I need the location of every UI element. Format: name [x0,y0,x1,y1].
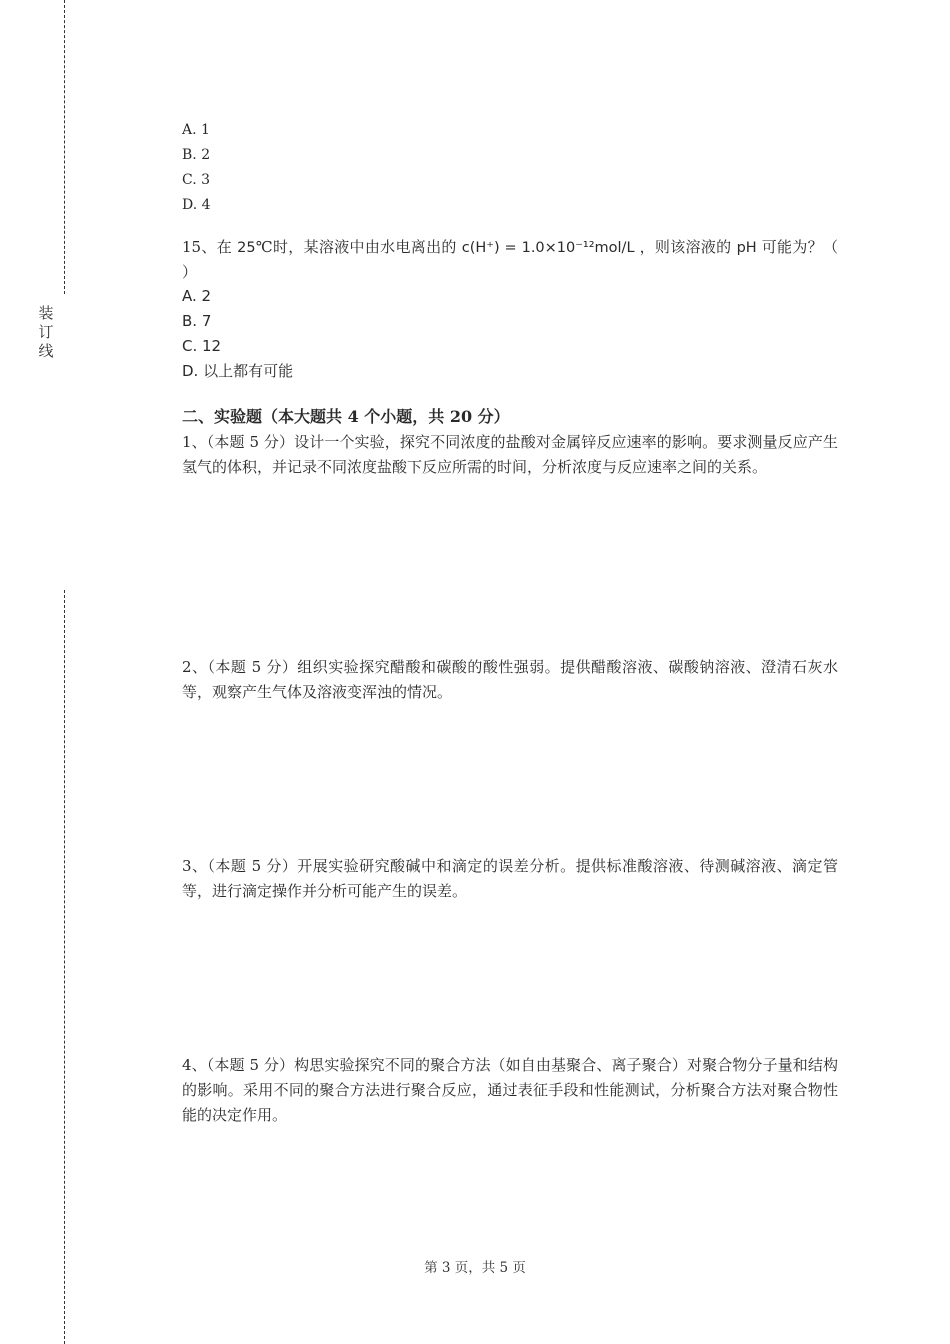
binding-dashed-line-bottom [64,590,65,1344]
experiment-question-2: 2、（本题 5 分）组织实验探究醋酸和碳酸的酸性强弱。提供醋酸溶液、碳酸钠溶液、澄清石灰水等，观察产生气体及溶液变浑浊的情况。 [182,658,838,701]
option-c: C. 3 [182,172,211,188]
q15-text: ℃时，某溶液中由水电离出的 [255,238,462,256]
option-d: D. 以上都有可能 [182,362,294,380]
question-15-options [182,284,838,384]
option-a: A. 2 [182,287,212,305]
q15-temperature: 25 [237,240,256,256]
section-title: 二、实验题（本大题共 4 个小题，共 20 分） [182,407,510,426]
experiment-question-4: 4、（本题 5 分）构思实验探究不同的聚合方法（如自由基聚合、离子聚合）对聚合物分子量和结构的影响。采用不同的聚合方法进行聚合反应，通过表征手段和性能测试，分析聚合方法对聚合物性能的决定作用。 [182,1056,838,1124]
experiment-question-3: 3、（本题 5 分）开展实验研究酸碱中和滴定的误差分析。提供标准酸溶液、待测碱溶液、滴定管等，进行滴定操作并分析可能产生的误差。 [182,857,838,900]
binding-label-char: 订 [38,323,54,341]
binding-label-char: 线 [38,342,54,360]
page-number-footer: 第 3 页，共 5 页 [424,1260,526,1276]
option-b: B. 2 [182,147,211,163]
option-c: C. 12 [182,337,222,355]
option-a: A. 1 [182,122,210,138]
binding-label-char: 装 [38,304,54,322]
q15-text: ，则该溶液的 [634,238,737,256]
q15-formula: c(H⁺) = 1.0×10⁻¹²mol/L [461,240,635,256]
experiment-question-1: 1、（本题 5 分）设计一个实验，探究不同浓度的盐酸对金属锌反应速率的影响。要求测量反应产生氢气的体积，并记录不同浓度盐酸下反应所需的时间，分析浓度与反应速率之间的关系。 [182,433,838,476]
binding-label [37,304,55,361]
question-14-options [182,118,838,218]
page-content [182,118,838,1128]
option-d: D. 4 [182,197,211,213]
question-15 [182,235,838,284]
option-b: B. 7 [182,312,212,330]
q15-prefix: 15、在 [182,238,238,256]
q15-ph: pH [736,240,757,256]
binding-dashed-line-top [64,0,65,294]
q15-text: 可能为？（ ） [182,238,838,281]
